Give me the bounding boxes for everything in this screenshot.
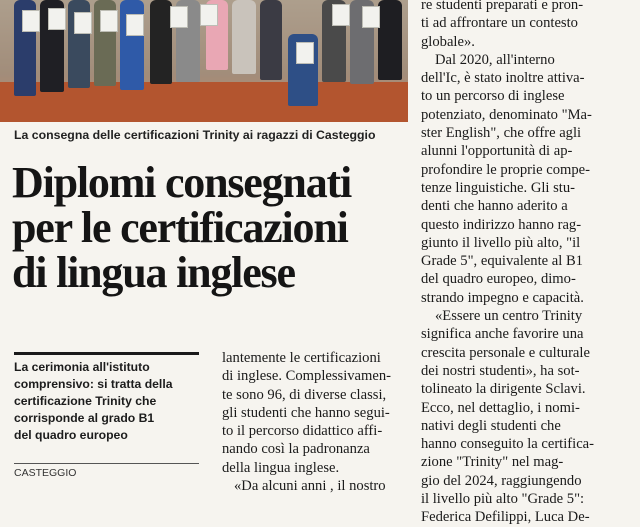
body-line: denti che hanno aderito a bbox=[421, 198, 568, 215]
headline-line: per le certificazioni bbox=[12, 203, 348, 252]
subheadline-line: comprensivo: si tratta della bbox=[14, 377, 173, 391]
body-line: te sono 96, di diverse classi, bbox=[222, 386, 387, 403]
body-line: gli studenti che hanno segui- bbox=[222, 404, 390, 421]
headline bbox=[12, 160, 412, 295]
article-column-middle bbox=[222, 349, 407, 495]
photo-student bbox=[378, 0, 402, 80]
article-photo bbox=[0, 0, 408, 122]
body-line: significa anche favorire una bbox=[421, 326, 584, 343]
body-line: tenze linguistiche. Gli stu- bbox=[421, 179, 576, 196]
body-line: alunni l'opportunità di ap- bbox=[421, 143, 573, 160]
body-line: Dal 2020, all'interno bbox=[435, 51, 555, 68]
photo-certificate bbox=[332, 4, 350, 26]
body-line: ti ad affrontare un contesto bbox=[421, 15, 578, 32]
body-line: ster English", che offre agli bbox=[421, 125, 582, 142]
photo-certificate bbox=[100, 10, 118, 32]
body-line: nativi degli studenti che bbox=[421, 417, 561, 434]
photo-certificate bbox=[200, 4, 218, 26]
photo-certificate bbox=[126, 14, 144, 36]
body-line: «Essere un centro Trinity bbox=[435, 308, 583, 325]
dateline-location: CASTEGGIO bbox=[14, 463, 199, 479]
body-line: strando impegno e capacità. bbox=[421, 289, 584, 306]
body-line: di inglese. Complessivamen- bbox=[222, 368, 392, 385]
photo-student bbox=[232, 0, 256, 74]
body-line: dell'Ic, è stato inoltre attiva- bbox=[421, 70, 585, 87]
subheadline-line: La cerimonia all'istituto bbox=[14, 360, 150, 374]
body-line: to un percorso di inglese bbox=[421, 88, 565, 105]
body-line: della lingua inglese. bbox=[222, 459, 340, 476]
body-line: giunto il livello più alto, "il bbox=[421, 234, 581, 251]
photo-certificate bbox=[22, 10, 40, 32]
photo-caption: La consegna delle certificazioni Trinity ai ragazzi di Casteggio bbox=[14, 128, 376, 142]
headline-line: Diplomi consegnati bbox=[12, 158, 351, 207]
photo-certificate bbox=[362, 6, 380, 28]
body-line: nando così la padronanza bbox=[222, 441, 370, 458]
body-line: Ecco, nel dettaglio, i nomi- bbox=[421, 399, 580, 416]
photo-certificate bbox=[170, 6, 188, 28]
body-line: questo indirizzo hanno rag- bbox=[421, 216, 582, 233]
body-line: il livello più alto "Grade 5": bbox=[421, 491, 585, 508]
photo-student bbox=[260, 0, 282, 80]
photo-certificate bbox=[296, 42, 314, 64]
headline-line: di lingua inglese bbox=[12, 248, 295, 297]
body-line: dei nostri studenti», ha sot- bbox=[421, 362, 580, 379]
subheadline-line: corrisponde al grado B1 bbox=[14, 411, 155, 425]
body-line: crescita personale e culturale bbox=[421, 344, 590, 361]
photo-certificate bbox=[48, 8, 66, 30]
subheadline bbox=[14, 352, 199, 444]
body-line: re studenti preparati e pron- bbox=[421, 0, 584, 13]
body-line: zione "Trinity" nel mag- bbox=[421, 454, 564, 471]
body-line: tolineato la dirigente Sclavi. bbox=[421, 381, 586, 398]
body-line: lantemente le certificazioni bbox=[222, 350, 381, 366]
body-line: profondire le proprie compe- bbox=[421, 161, 590, 178]
body-line: del quadro europeo, dimo- bbox=[421, 271, 576, 288]
subheadline-line: del quadro europeo bbox=[14, 428, 128, 442]
body-line: Federica Defilippi, Luca De- bbox=[421, 509, 590, 526]
body-line: globale». bbox=[421, 33, 475, 50]
subheadline-line: certificazione Trinity che bbox=[14, 394, 157, 408]
body-line: potenziato, denominato "Ma- bbox=[421, 106, 592, 123]
photo-certificate bbox=[74, 12, 92, 34]
photo-student bbox=[150, 0, 172, 84]
body-line: gio del 2024, raggiungendo bbox=[421, 472, 582, 489]
article-column-right bbox=[421, 0, 640, 527]
body-line: «Da alcuni anni , il nostro bbox=[234, 478, 386, 495]
body-line: hanno conseguito la certifica- bbox=[421, 436, 595, 453]
body-line: to il percorso didattico affi- bbox=[222, 423, 383, 440]
body-line: Grade 5", equivalente al B1 bbox=[421, 253, 583, 270]
